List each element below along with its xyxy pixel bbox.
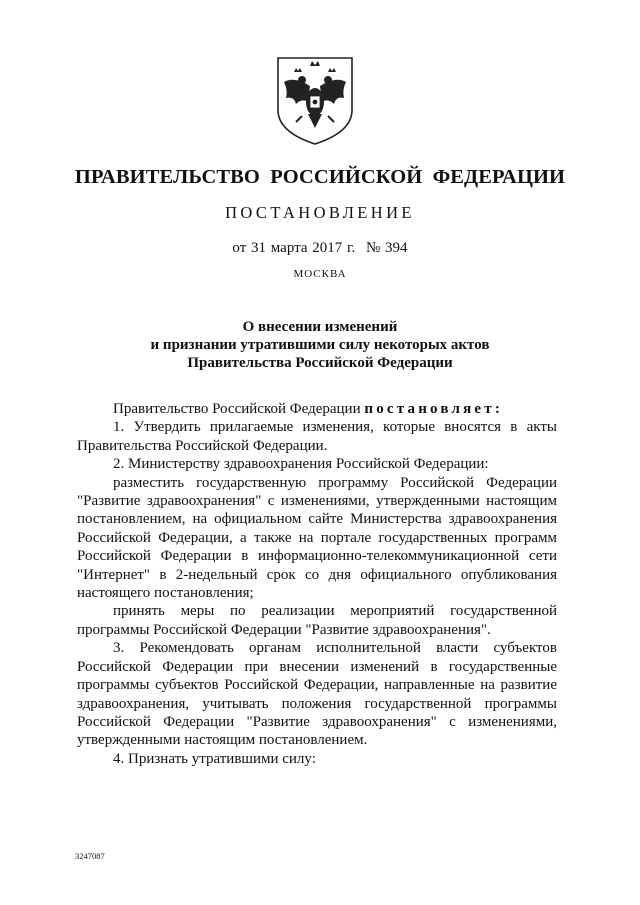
intro-lead: Правительство Российской Федерации [113,401,365,417]
document-number: № 394 [366,240,408,256]
paragraph-2a: разместить государственную программу Российской Федерации "Развитие здравоохранения" с изменениями, утвержденными настоящим постановлением, на официальном сайте Министерства здравоохранения Российской Федерации, а также на портале государственных программ Российской Федерации в информационно-телекоммуникационной сети "Интернет" в 2-недельный срок со дня официального опубликования настоящего постановления; [77,474,557,602]
paragraph-3: 3. Рекомендовать органам исполнительной власти субъектов Российской Федерации при внесении изменений в государственные программы субъектов Российской Федерации, направленные на развитие здравоохранения, учитывать положения государственной программы Российской Федерации "Развитие здравоохранения" с изменениями, утвержденными настоящим постановлением. [77,640,557,749]
date-number-line [0,240,640,257]
document-body [77,400,557,768]
paragraph-2: 2. Министерству здравоохранения Российской Федерации: [113,456,489,473]
document-subject [0,318,640,372]
paragraph-4: 4. Признать утратившими силу: [113,750,316,767]
subject-line: О внесении изменений [242,319,398,335]
document-type: ПОСТАНОВЛЕНИЕ [225,203,415,222]
subject-line: Правительства Российской Федерации [187,355,453,371]
paragraph-2b: принять меры по реализации мероприятий государственной программы Российской Федерации "Развитие здравоохранения". [77,603,557,638]
document-code: 3247087 [75,851,105,861]
paragraph-1: 1. Утвердить прилагаемые изменения, которые вносятся в акты Правительства Российской Федерации. [77,419,557,454]
intro-verb: постановляет: [364,401,504,417]
document-date: от 31 марта 2017 г. [232,240,356,256]
subject-line: и признании утратившими силу некоторых актов [150,337,490,353]
coat-of-arms-icon [272,52,358,148]
government-title: ПРАВИТЕЛЬСТВО РОССИЙСКОЙ ФЕДЕРАЦИИ [74,166,566,188]
city: МОСКВА [293,268,347,280]
intro-paragraph [77,400,557,418]
